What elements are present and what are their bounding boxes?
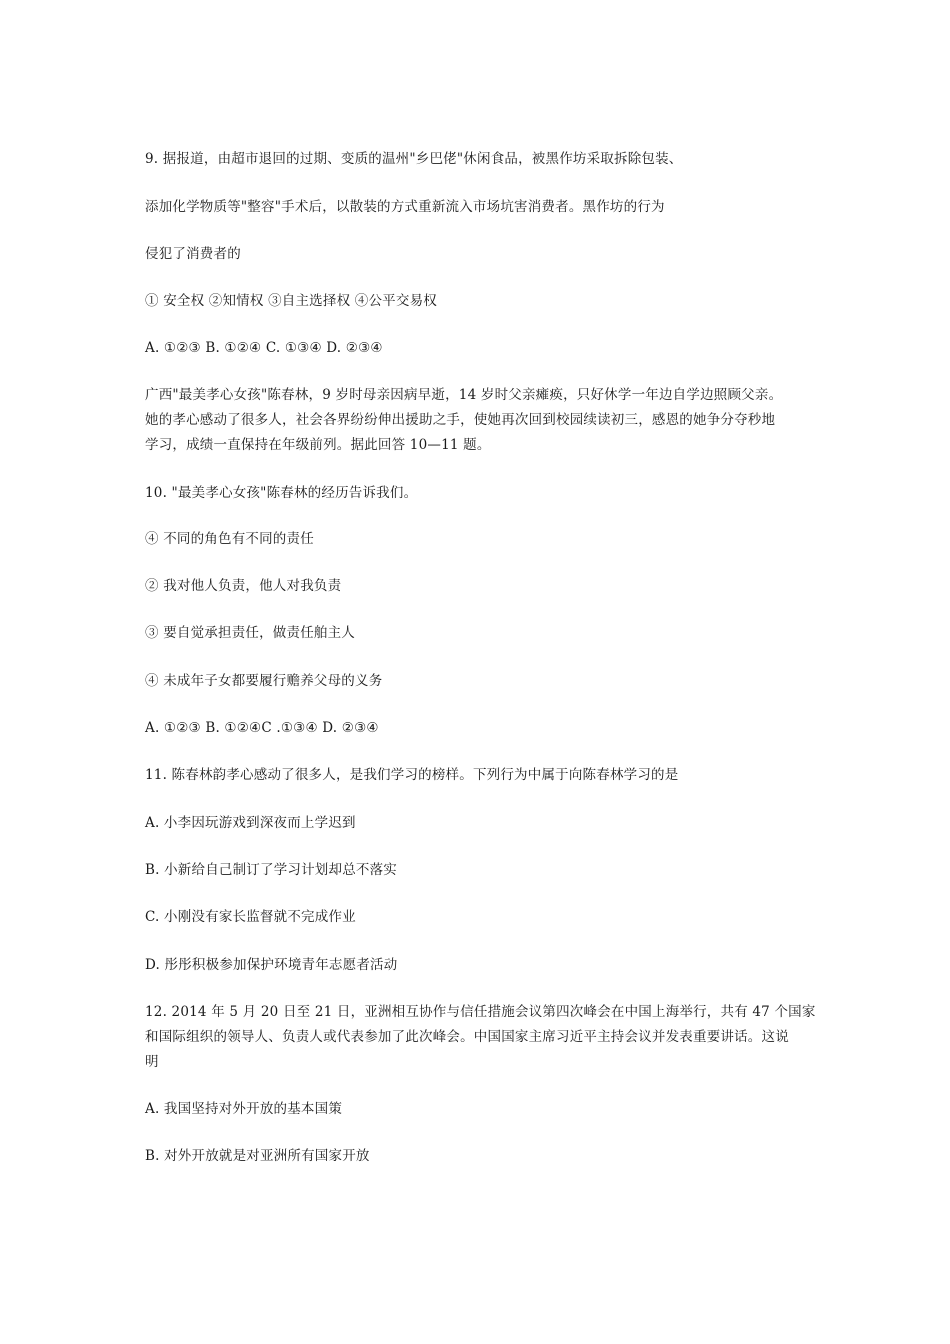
- q12-option-a: A. 我国坚持对外开放的基本国策: [145, 1101, 343, 1117]
- q12-stem-line-2: 和国际组织的领导人、负责人或代表参加了此次峰会。中国国家主席习近平主持会议并发表重要讲话。这说: [145, 1029, 789, 1045]
- q11-stem: 11. 陈春林韵孝心感动了很多人，是我们学习的榜样。下列行为中属于向陈春林学习的是: [145, 767, 679, 783]
- q10-options: A. ①②③ B. ①②④C .①③④ D. ②③④: [145, 720, 379, 736]
- passage-line-2: 她的孝心感动了很多人，社会各界纷纷伸出援助之手，使她再次回到校园续读初三，感恩的她争分夺秒地: [145, 412, 776, 428]
- passage-line-1: 广西"最美孝心女孩"陈春林，9 岁时母亲因病早逝，14 岁时父亲瘫痪，只好休学一年边自学边照顾父亲。: [145, 387, 783, 403]
- q12-stem-line-3: 明: [145, 1054, 159, 1070]
- q10-item-4: ④ 未成年子女都要履行赡养父母的义务: [145, 673, 383, 689]
- q10-item-2: ② 我对他人负责，他人对我负责: [145, 578, 342, 594]
- q12-option-b: B. 对外开放就是对亚洲所有国家开放: [145, 1148, 370, 1164]
- q11-option-b: B. 小新给自己制订了学习计划却总不落实: [145, 862, 398, 878]
- q11-option-a: A. 小李因玩游戏到深夜而上学迟到: [145, 815, 356, 831]
- q10-item-3: ③ 要自觉承担责任，做责任舶主人: [145, 625, 355, 641]
- q9-stem-line-3: 侵犯了消费者的: [145, 246, 241, 262]
- q9-stem-line-1: 9. 据报道，由超市退回的过期、变质的温州"乡巴佬"休闲食品，被黑作坊采取拆除包装、: [145, 151, 683, 167]
- q9-stem-line-2: 添加化学物质等"整容"手术后，以散装的方式重新流入市场坑害消费者。黑作坊的行为: [145, 199, 665, 215]
- q10-item-1: ④ 不同的角色有不同的责任: [145, 531, 314, 547]
- q11-option-d: D. 彤彤积极参加保护环境青年志愿者活动: [145, 957, 398, 973]
- q12-stem-line-1: 12. 2014 年 5 月 20 日至 21 日，亚洲相互协作与信任措施会议第四次峰会在中国上海举行，共有 47 个国家: [145, 1004, 816, 1020]
- q9-items: ① 安全权 ②知情权 ③自主选择权 ④公平交易权: [145, 293, 437, 309]
- q10-stem: 10. "最美孝心女孩"陈春林的经历告诉我们。: [145, 485, 418, 501]
- passage-line-3: 学习，成绩一直保持在年级前列。据此回答 10—11 题。: [145, 437, 491, 453]
- q9-options: A. ①②③ B. ①②④ C. ①③④ D. ②③④: [145, 340, 383, 356]
- q11-option-c: C. 小刚没有家长监督就不完成作业: [145, 909, 356, 925]
